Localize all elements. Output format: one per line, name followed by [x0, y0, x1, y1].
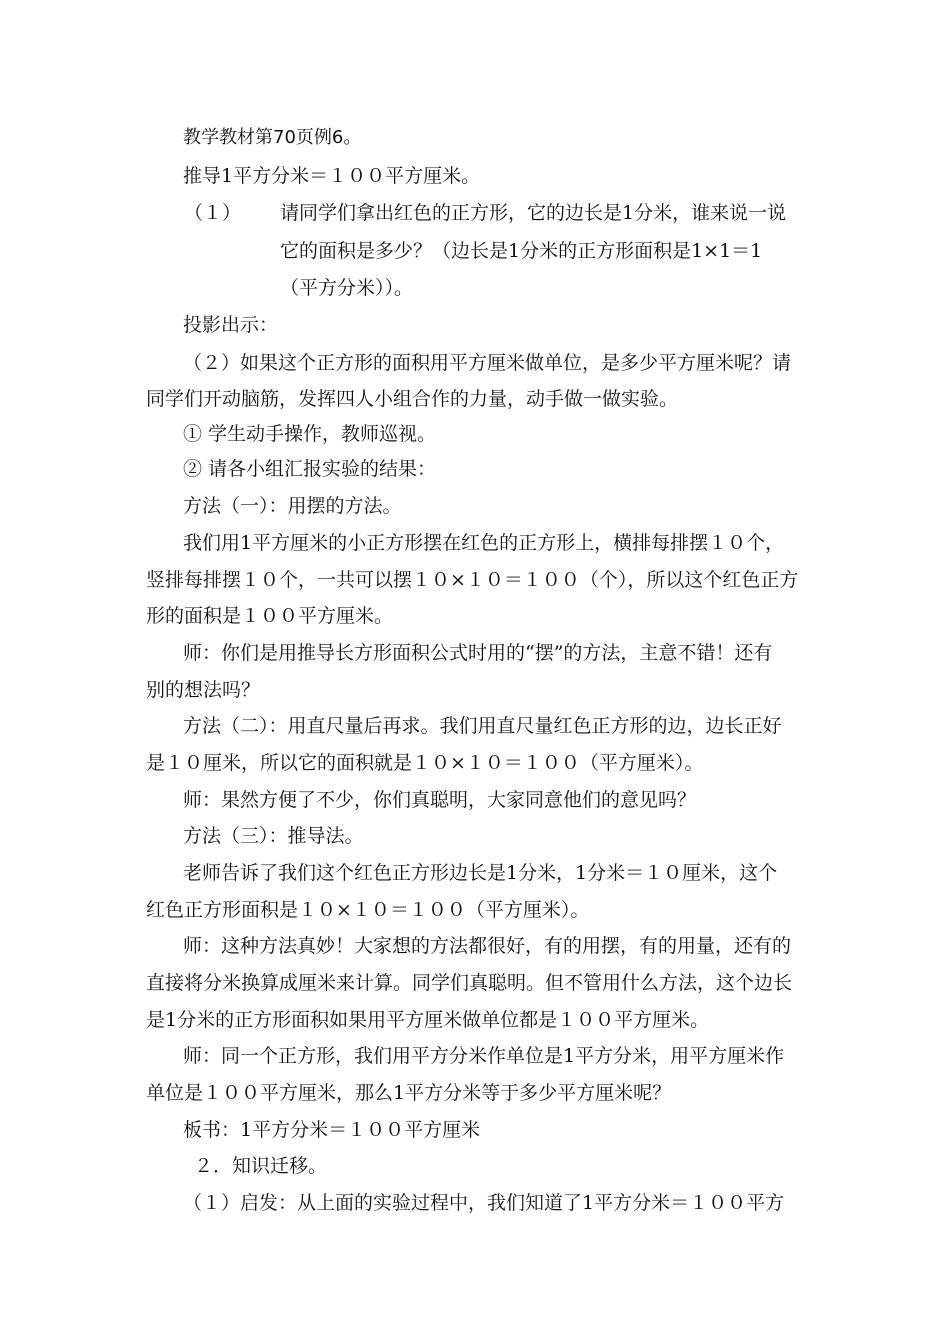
paragraph-line: 推导1平方分米＝１００平方厘米。 — [183, 165, 481, 187]
paragraph-line: 单位是１００平方厘米，那么1平方分米等于多少平方厘米呢？ — [146, 1082, 672, 1104]
paragraph-line: 它的面积是多少？（边长是1分米的正方形面积是1×1＝1 — [280, 240, 763, 262]
section-heading: ２．知识迁移。 — [194, 1155, 328, 1177]
paragraph-line: （平方分米））。 — [280, 277, 414, 299]
paragraph-line: 师：同一个正方形，我们用平方分米作单位是1平方分米，用平方厘米作 — [183, 1045, 785, 1067]
paragraph-line: 是１０厘米，所以它的面积就是１０×１０＝１００（平方厘米）。 — [146, 752, 704, 774]
paragraph-line: 教学教材第70页例6。 — [183, 127, 362, 148]
paragraph-line: 方法（三）：推导法。 — [183, 825, 364, 847]
paragraph-line: 投影出示： — [183, 314, 279, 336]
paragraph-line: （１）启发：从上面的实验过程中，我们知道了1平方分米＝１００平方 — [183, 1192, 785, 1214]
paragraph-line: （２）如果这个正方形的面积用平方厘米做单位，是多少平方厘米呢？请 — [183, 352, 792, 374]
paragraph-line: ② 请各小组汇报实验的结果： — [183, 458, 437, 480]
paragraph-line: 是1分米的正方形面积如果用平方厘米做单位都是１００平方厘米。 — [146, 1009, 710, 1031]
paragraph-line: 形的面积是１００平方厘米。 — [146, 605, 394, 627]
paragraph-line: 板书：1平方分米＝１００平方厘米 — [183, 1119, 481, 1141]
paragraph-line: 竖排每排摆１０个，一共可以摆１０×１０＝１００（个），所以这个红色正方 — [146, 569, 799, 591]
paragraph-line: 别的想法吗？ — [146, 679, 261, 701]
paragraph-line: 方法（二）：用直尺量后再求。我们用直尺量红色正方形的边，边长正好 — [183, 715, 782, 737]
paragraph-line: ① 学生动手操作，教师巡视。 — [183, 423, 437, 445]
paragraph-line: 红色正方形面积是１０×１０＝１００（平方厘米）。 — [146, 899, 590, 921]
paragraph-line: 同学们开动脑筋，发挥四人小组合作的力量，动手做一做实验。 — [146, 388, 679, 410]
paragraph-line: 方法（一）：用摆的方法。 — [183, 495, 402, 517]
paragraph-line: 老师告诉了我们这个红色正方形边长是1分米，1分米＝１０厘米，这个 — [183, 862, 778, 884]
list-marker: （１） — [184, 202, 242, 224]
paragraph-line: 直接将分米换算成厘米来计算。同学们真聪明。但不管用什么方法，这个边长 — [146, 972, 793, 994]
paragraph-line: 师：这种方法真妙！大家想的方法都很好，有的用摆，有的用量，还有的 — [183, 935, 792, 957]
paragraph-line: 请同学们拿出红色的正方形，它的边长是1分米，谁来说一说 — [280, 202, 787, 224]
paragraph-line: 我们用1平方厘米的小正方形摆在红色的正方形上，横排每排摆１０个， — [183, 532, 785, 554]
paragraph-line: 师：你们是用推导长方形面积公式时用的“摆”的方法，主意不错！还有 — [183, 642, 773, 664]
paragraph-line: 师：果然方便了不少，你们真聪明，大家同意他们的意见吗？ — [183, 789, 697, 811]
